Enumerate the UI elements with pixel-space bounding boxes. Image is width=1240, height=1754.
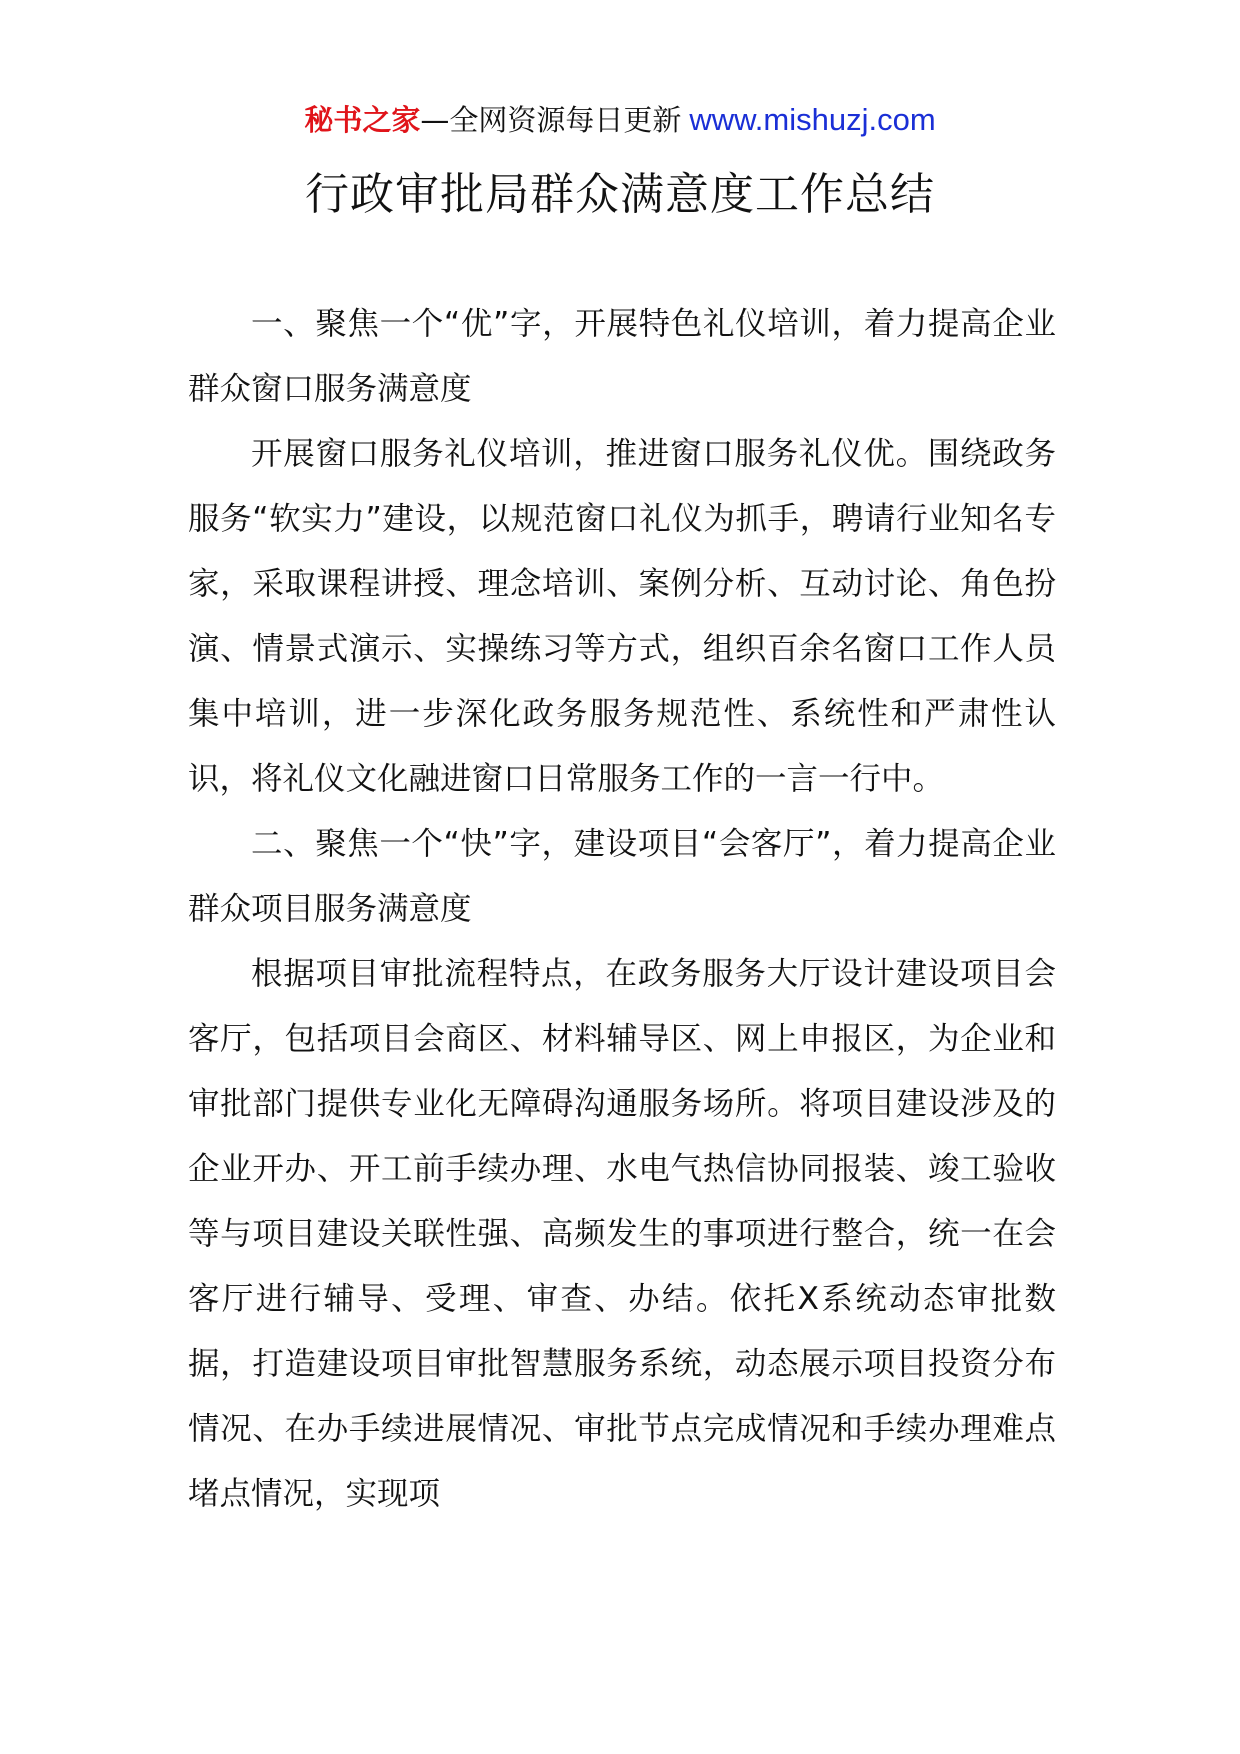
body-paragraph-1: 开展窗口服务礼仪培训，推进窗口服务礼仪优。围绕政务服务“软实力”建设，以规范窗口礼仪为抓手，聘请行业知名专家，采取课程讲授、理念培训、案例分析、互动讨论、角色扮演、情景式演示、实操练习等方式，组织百余名窗口工作人员集中培训，进一步深化政务服务规范性、系统性和严肃性认识，将礼仪文化融进窗口日常服务工作的一言一行中。 — [188, 436, 1056, 797]
site-header — [0, 100, 1240, 140]
document-body — [188, 292, 1056, 1527]
site-tagline: —全网资源每日更新 — [420, 103, 682, 137]
document-title: 行政审批局群众满意度工作总结 — [305, 169, 935, 220]
section-heading-1: 一、聚焦一个“优”字，开展特色礼仪培训，着力提高企业群众窗口服务满意度 — [188, 306, 1056, 407]
site-brand: 秘书之家 — [304, 103, 421, 137]
section-heading-2: 二、聚焦一个“快”字，建设项目“会客厅”，着力提高企业群众项目服务满意度 — [188, 826, 1056, 927]
body-paragraph-2: 根据项目审批流程特点，在政务服务大厅设计建设项目会客厅，包括项目会商区、材料辅导区、网上申报区，为企业和审批部门提供专业化无障碍沟通服务场所。将项目建设涉及的企业开办、开工前手续办理、水电气热信协同报装、竣工验收等与项目建设关联性强、高频发生的事项进行整合，统一在会客厅进行辅导、受理、审查、办结。依托X系统动态审批数据，打造建设项目审批智慧服务系统，动态展示项目投资分布情况、在办手续进展情况、审批节点完成情况和手续办理难点堵点情况，实现项 — [188, 956, 1056, 1512]
site-url-link[interactable]: www.mishuzj.com — [689, 102, 936, 137]
